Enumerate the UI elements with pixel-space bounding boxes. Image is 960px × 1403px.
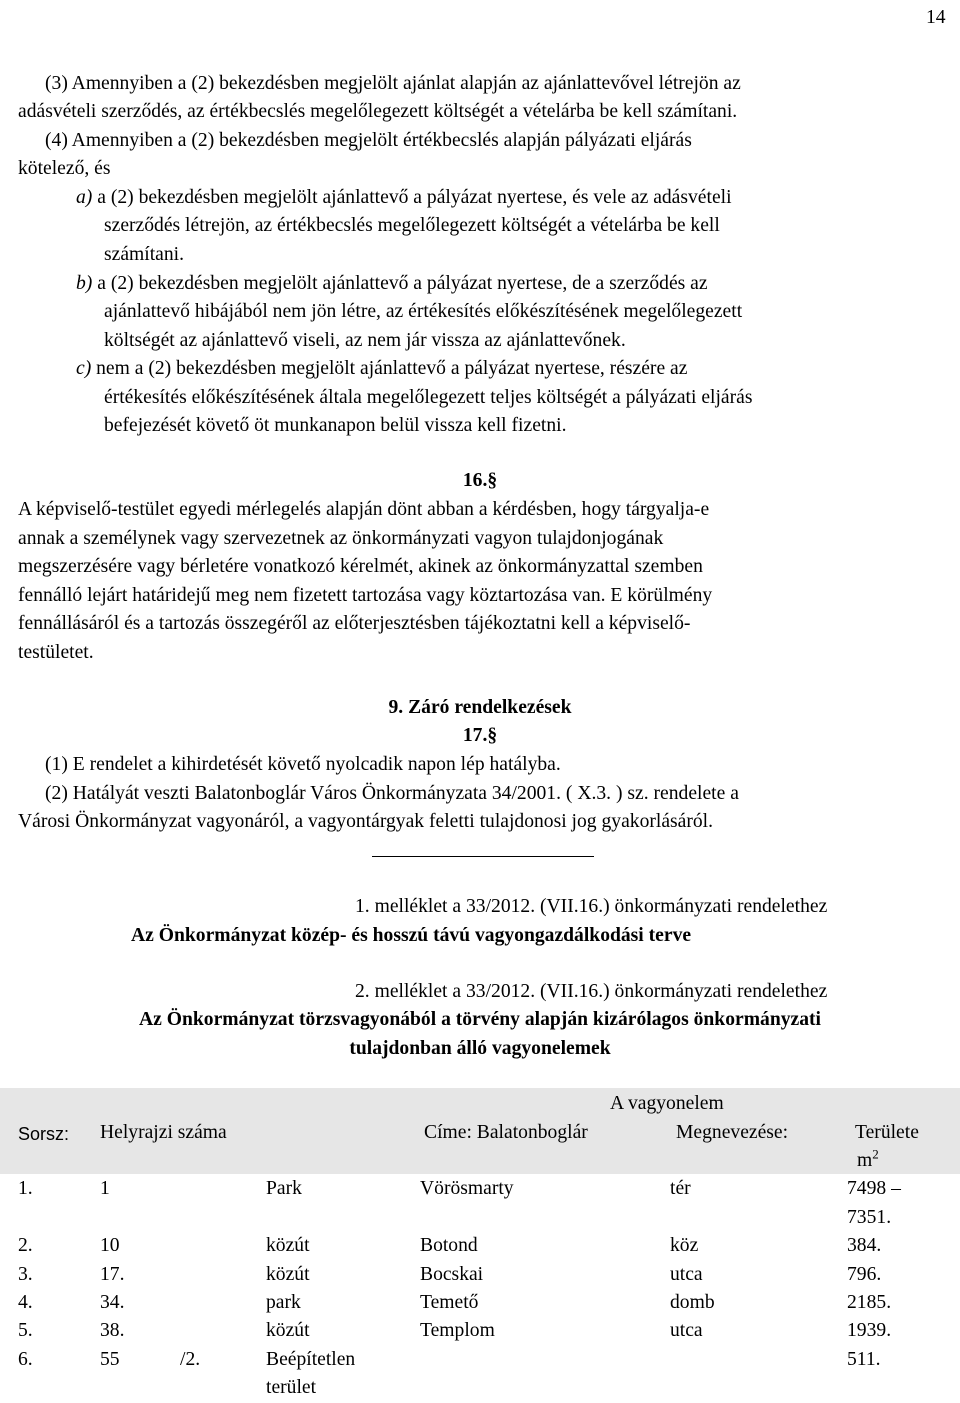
item-b-line3: költségét az ajánlattevő viseli, az nem jár vissza az ajánlattevőnek. bbox=[104, 330, 626, 351]
row-number: 1. bbox=[18, 1178, 33, 1199]
row-street: Vörösmarty bbox=[420, 1178, 514, 1199]
item-b-letter: b) bbox=[76, 273, 93, 294]
col-header-hrsz: Helyrajzi száma bbox=[100, 1122, 227, 1143]
item-b-line1 bbox=[76, 270, 708, 299]
item-a-letter: a) bbox=[76, 187, 93, 208]
col-header-sorsz: Sorsz: bbox=[18, 1124, 70, 1144]
row-area: 7498 – bbox=[847, 1178, 901, 1199]
row-kind: tér bbox=[670, 1178, 691, 1199]
chapter-9-heading: 9. Záró rendelkezések bbox=[388, 697, 572, 718]
row-hrsz: 55 bbox=[100, 1349, 120, 1370]
section-17-heading bbox=[0, 722, 960, 751]
item-a-line2: szerződés létrejön, az értékbecslés megelőlegezett költségét a vételárba be kell bbox=[104, 215, 720, 236]
section-16-line6: testületet. bbox=[18, 642, 94, 663]
para3-line2: adásvételi szerződés, az értékbecslés megelőlegezett költségét a vételárba be kell számítani. bbox=[18, 101, 738, 122]
section-17-number: 17. bbox=[462, 725, 488, 746]
section-17-symbol: § bbox=[487, 725, 498, 746]
row-street: Templom bbox=[420, 1320, 495, 1341]
item-c-line1 bbox=[76, 355, 687, 384]
unit-superscript: 2 bbox=[872, 1146, 879, 1162]
row-type: Beépítetlen bbox=[266, 1349, 356, 1370]
item-b-text: a (2) bekezdésben megjelölt ajánlattevő a pályázat nyertese, de a szerződés az bbox=[92, 273, 708, 294]
section-17-line1: (1) E rendelet a kihirdetését követő nyolcadik napon lép hatályba. bbox=[45, 754, 561, 775]
section-16-heading bbox=[0, 467, 960, 496]
row-kind: utca bbox=[670, 1264, 703, 1285]
row-hrsz: 10 bbox=[100, 1235, 120, 1256]
row-area: 796. bbox=[847, 1264, 882, 1285]
row-area: 2185. bbox=[847, 1292, 892, 1313]
row-type: közút bbox=[266, 1235, 310, 1256]
table-group-header: A vagyonelem bbox=[610, 1093, 724, 1114]
row-type: közút bbox=[266, 1264, 310, 1285]
col-header-unit bbox=[857, 1147, 879, 1176]
row-area: 1939. bbox=[847, 1320, 892, 1341]
section-16-line3: megszerzésére vagy bérletére vonatkozó kérelmét, akinek az önkormányzattal szemben bbox=[18, 556, 703, 577]
item-a-line1 bbox=[76, 184, 732, 213]
item-c-line2: értékesítés előkészítésének általa megelőlegezett teljes költségét a pályázati eljárás bbox=[104, 387, 753, 408]
row-street: Bocskai bbox=[420, 1264, 484, 1285]
row-street: Botond bbox=[420, 1235, 478, 1256]
row-hrsz: 38. bbox=[100, 1320, 125, 1341]
row-type: közút bbox=[266, 1320, 310, 1341]
col-header-megnev: Megnevezése: bbox=[676, 1122, 789, 1143]
section-16-line1: A képviselő-testület egyedi mérlegelés alapján dönt abban a kérdésben, hogy tárgyalja-e bbox=[18, 499, 710, 520]
row-number: 3. bbox=[18, 1264, 33, 1285]
annex-2-title-line2: tulajdonban álló vagyonelemek bbox=[349, 1038, 611, 1059]
row-area-cont: 7351. bbox=[847, 1207, 892, 1228]
row-kind: köz bbox=[670, 1235, 699, 1256]
annex-2-title-line1: Az Önkormányzat törzsvagyonából a törvény alapján kizárólagos önkormányzati bbox=[139, 1009, 821, 1030]
row-number: 4. bbox=[18, 1292, 33, 1313]
row-hrsz: 1 bbox=[100, 1178, 110, 1199]
col-header-terulet: Területe bbox=[855, 1122, 919, 1143]
annex-1-ref: 1. melléklet a 33/2012. (VII.16.) önkormányzati rendelethez bbox=[355, 896, 828, 917]
page-number: 14 bbox=[926, 7, 946, 28]
annex-1-title: Az Önkormányzat közép- és hosszú távú vagyongazdálkodási terve bbox=[131, 925, 692, 946]
row-hrsz: 34. bbox=[100, 1292, 125, 1313]
para3-line1: (3) Amennyiben a (2) bekezdésben megjelölt ajánlat alapján az ajánlattevővel létrejön az bbox=[45, 73, 741, 94]
section-16-line2: annak a személynek vagy szervezetnek az önkormányzati vagyon tulajdonjogának bbox=[18, 528, 664, 549]
row-number: 6. bbox=[18, 1349, 33, 1370]
section-16-number: 16. bbox=[462, 470, 488, 491]
col-header-cime: Címe: Balatonboglár bbox=[424, 1122, 588, 1143]
row-kind: utca bbox=[670, 1320, 703, 1341]
section-16-symbol: § bbox=[487, 470, 498, 491]
separator-line bbox=[372, 856, 594, 857]
row-area: 384. bbox=[847, 1235, 882, 1256]
row-hrsz: 17. bbox=[100, 1264, 125, 1285]
row-kind: domb bbox=[670, 1292, 715, 1313]
row-number: 2. bbox=[18, 1235, 33, 1256]
annex-2-ref: 2. melléklet a 33/2012. (VII.16.) önkormányzati rendelethez bbox=[355, 981, 828, 1002]
section-16-line5: fennállásáról és a tartozás összegéről az előterjesztésben tájékoztatni kell a képviselő- bbox=[18, 613, 691, 634]
unit-m: m bbox=[857, 1150, 873, 1171]
row-street: Temető bbox=[420, 1292, 479, 1313]
section-16-line4: fennálló lejárt határidejű meg nem fizetett tartozása vagy köztartozása van. E körülmény bbox=[18, 585, 713, 606]
item-a-text: a (2) bekezdésben megjelölt ajánlattevő a pályázat nyertese, és vele az adásvételi bbox=[92, 187, 732, 208]
item-c-line3: befejezését követő öt munkanapon belül vissza kell fizetni. bbox=[104, 415, 567, 436]
row-area: 511. bbox=[847, 1349, 881, 1370]
item-c-letter: c) bbox=[76, 358, 92, 379]
row-type: park bbox=[266, 1292, 301, 1313]
para4-line1: (4) Amennyiben a (2) bekezdésben megjelölt értékbecslés alapján pályázati eljárás bbox=[45, 130, 692, 151]
item-b-line2: ajánlattevő hibájából nem jön létre, az értékesítés előkészítésének megelőlegezett bbox=[104, 301, 743, 322]
item-a-line3: számítani. bbox=[104, 244, 184, 265]
row-number: 5. bbox=[18, 1320, 33, 1341]
row-hrsz-suffix: /2. bbox=[180, 1349, 201, 1370]
section-17-line3: Városi Önkormányzat vagyonáról, a vagyontárgyak feletti tulajdonosi jog gyakorlásáról. bbox=[18, 811, 714, 832]
row-type: Park bbox=[266, 1178, 302, 1199]
item-c-text: nem a (2) bekezdésben megjelölt ajánlattevő a pályázat nyertese, részére az bbox=[91, 358, 688, 379]
section-17-line2: (2) Hatályát veszti Balatonboglár Város Önkormányzata 34/2001. ( X.3. ) sz. rendelete a bbox=[45, 783, 739, 804]
row-type-cont: terület bbox=[266, 1377, 317, 1398]
para4-line2: kötelező, és bbox=[18, 158, 111, 179]
